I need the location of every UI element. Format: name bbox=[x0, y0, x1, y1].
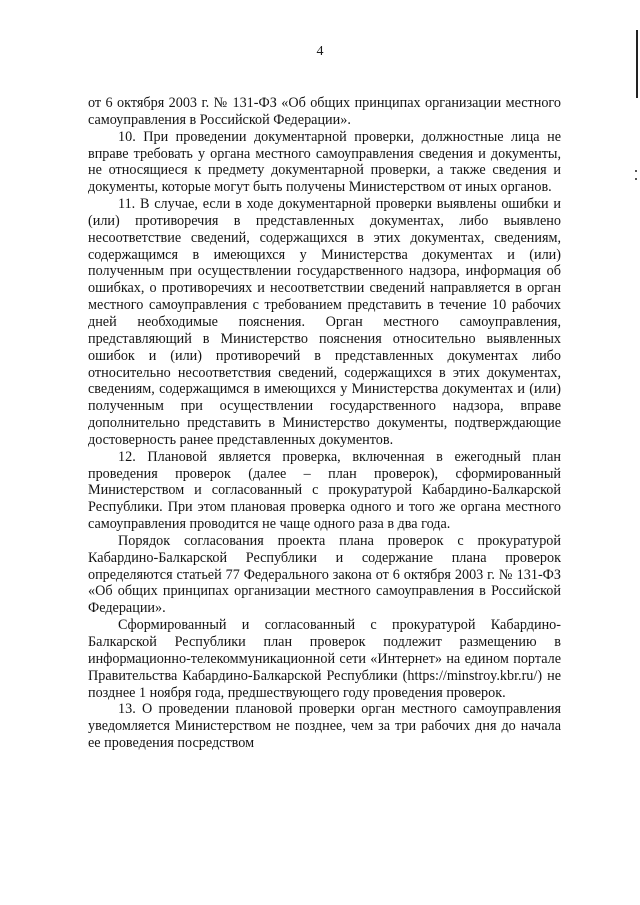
scan-speck bbox=[635, 170, 637, 172]
paragraph-continuation: от 6 октября 2003 г. № 131-ФЗ «Об общих принципах организации местного самоуправления в Российской Федерации». bbox=[88, 95, 561, 128]
paragraph-12: 12. Плановой является проверка, включенная в ежегодный план проведения проверок (далее – план проверок), сформированный Министерством и согласованный с прокуратурой Кабардино-Балкарской Республики. При этом плановая проверка одного и того же органа местного самоуправления проводится не чаще одного раза в два года. bbox=[88, 448, 561, 533]
paragraph-13: 13. О проведении плановой проверки орган местного самоуправления уведомляется Министерством не позднее, чем за три рабочих дня до начала ее проведения посредством bbox=[88, 701, 561, 752]
paragraph-10: 10. При проведении документарной проверки, должностные лица не вправе требовать у органа местного самоуправления сведения и документы, не относящиеся к предмету документарной проверки, а также сведения и документы, которые могут быть получены Министерством от иных органов. bbox=[88, 128, 561, 196]
page-number: 4 bbox=[316, 44, 324, 59]
paragraph-plan-publication: Сформированный и согласованный с прокуратурой Кабардино-Балкарской Республики план проверок подлежит размещению в информационно-телекоммуникационной сети «Интернет» на едином портале Правительства Кабардино-Балкарской Республики (https://minstroy.kbr.ru/) не позднее 1 ноября года, предшествующего году проведения проверок. bbox=[88, 617, 561, 701]
paragraph-plan-approval: Порядок согласования проекта плана проверок с прокуратурой Кабардино-Балкарской Республики и содержание плана проверок определяются статьей 77 Федерального закона от 6 октября 2003 г. № 131-ФЗ «Об общих принципах организации местного самоуправления в Российской Федерации». bbox=[88, 532, 561, 617]
scan-edge-line bbox=[636, 30, 638, 98]
scan-speck bbox=[635, 178, 637, 180]
paragraph-11: 11. В случае, если в ходе документарной проверки выявлены ошибки и (или) противоречия в представленных документах, либо выявлено несоответствие сведений, содержащихся в этих документах, сведениям, содержащимся в имеющихся у Министерства документах и (или) полученным при осуществлении государственного надзора, информация об ошибках, о противоречиях и несоответствии сведений направляется в орган местного самоуправления с требованием представить в течение 10 рабочих дней необходимые пояснения. Орган местного самоуправления, представляющий в Министерство пояснения относительно выявленных ошибок и (или) противоречий в представленных документах либо относительно несоответствия сведений, содержащихся в этих документах, сведениям, содержащимся в имеющихся у Министерства документах и (или) полученным при осуществлении государственного надзора, вправе дополнительно представить в Министерство документы, подтверждающие достоверность ранее представленных документов. bbox=[88, 196, 561, 448]
document-body bbox=[88, 95, 561, 752]
